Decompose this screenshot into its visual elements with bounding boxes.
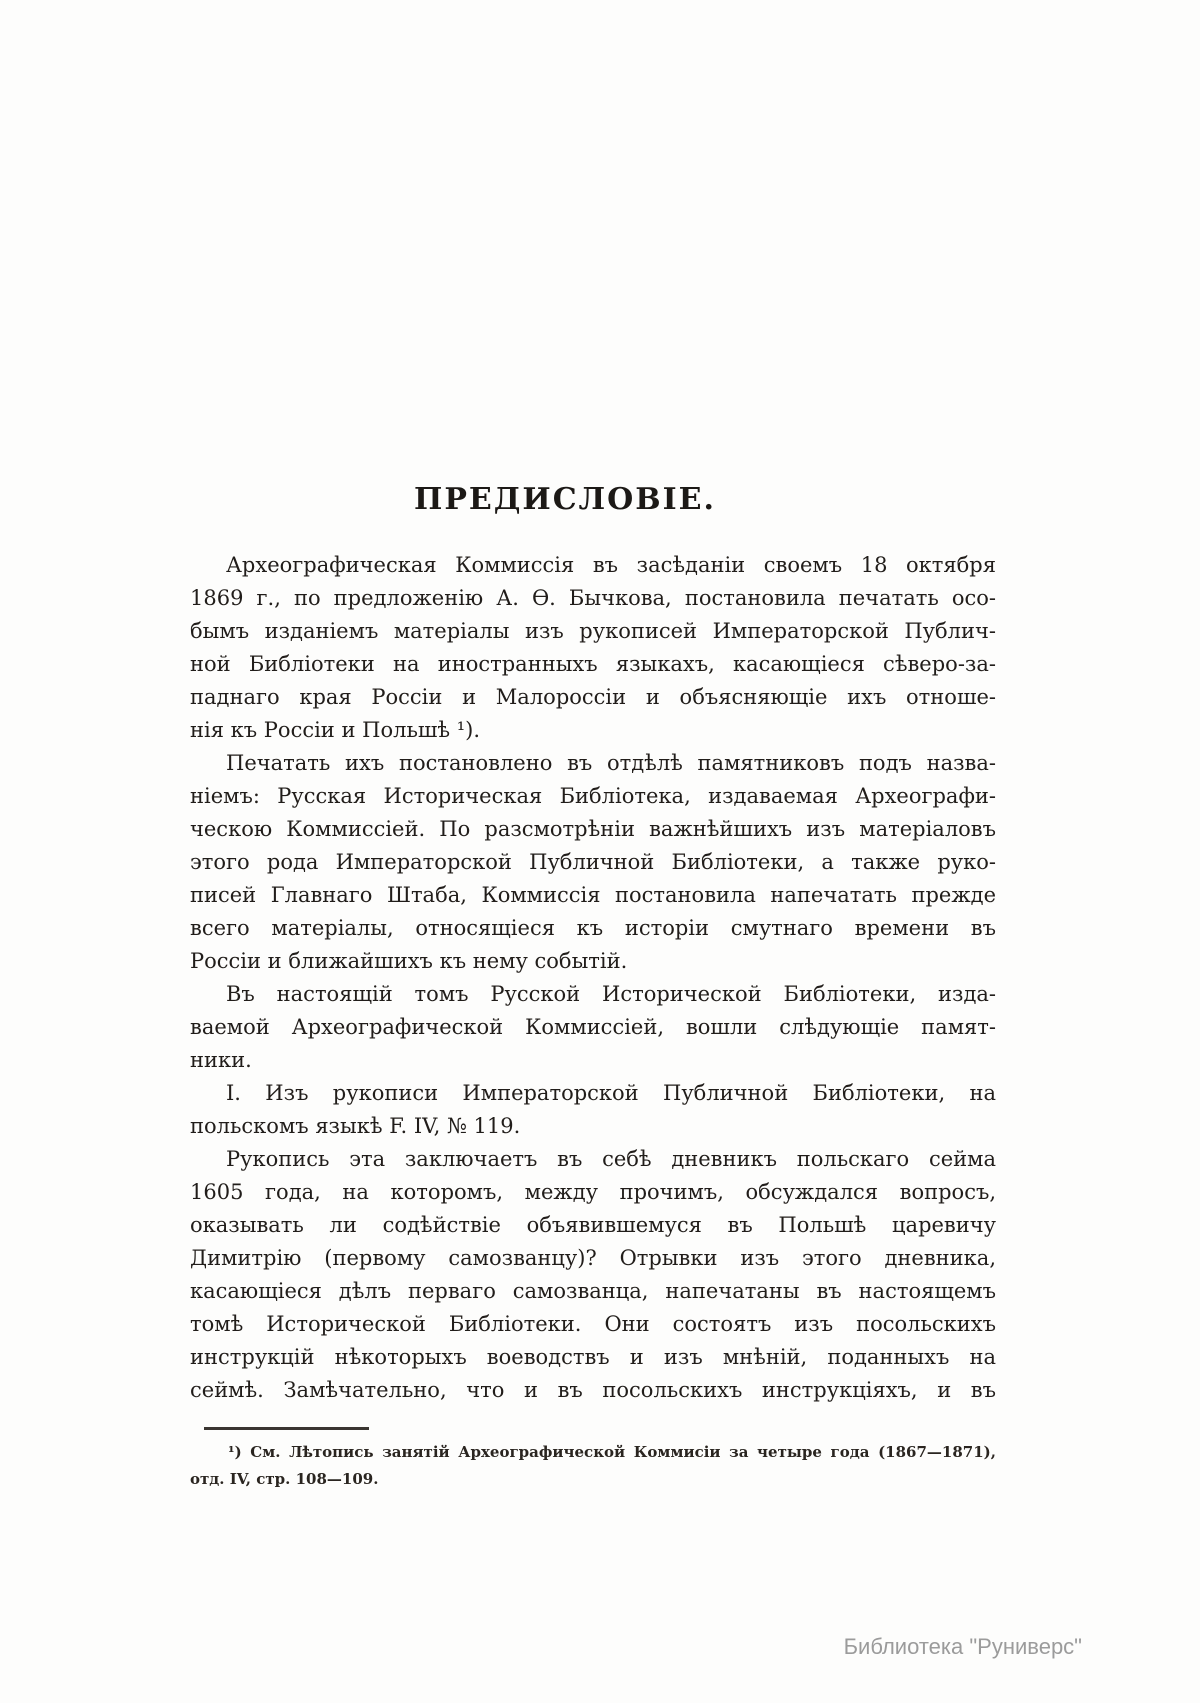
page-title: ПРЕДИСЛОВІЕ.	[413, 482, 716, 517]
text-line: Россіи и ближайшихъ къ нему событій.	[190, 949, 628, 973]
text-line: Археографическая Коммиссія въ засѣданіи своемъ 18 октября	[226, 553, 996, 577]
text-line: 1869 г., по предложенію А. Ѳ. Бычкова, постановила печатать осо-	[190, 586, 996, 610]
text-line: ческою Коммиссіей. По разсмотрѣніи важнѣйшихъ изъ матеріаловъ	[190, 817, 996, 841]
body-text	[190, 549, 996, 1407]
text-line: 1605 года, на которомъ, между прочимъ, обсуждался вопросъ,	[190, 1180, 996, 1204]
text-line: Рукопись эта заключаетъ въ себѣ дневникъ польскаго сейма	[226, 1147, 996, 1171]
text-line: инструкцій нѣкоторыхъ воеводствъ и изъ мнѣній, поданныхъ на	[190, 1345, 996, 1369]
text-line: всего матеріалы, относящіеся къ исторіи смутнаго времени въ	[190, 916, 996, 940]
text-line: томѣ Исторической Библіотеки. Они состоятъ изъ посольскихъ	[190, 1312, 996, 1336]
text-line: ваемой Археографической Коммиссіей, вошли слѣдующіе памят-	[190, 1015, 996, 1039]
text-line: Димитрію (первому самозванцу)? Отрывки изъ этого дневника,	[190, 1246, 996, 1270]
text-line: ники.	[190, 1048, 252, 1072]
text-line: I. Изъ рукописи Императорской Публичной Библіотеки, на	[226, 1081, 996, 1105]
text-line: писей Главнаго Штаба, Коммиссія постановила напечатать прежде	[190, 883, 996, 907]
text-line: паднаго края Россіи и Малороссіи и объясняющіе ихъ отноше-	[190, 685, 996, 709]
footnote	[190, 1427, 996, 1493]
text-line: польскомъ языкѣ F. IV, № 119.	[190, 1114, 521, 1138]
text-line: касающіеся дѣлъ перваго самозванца, напечатаны въ настоящемъ	[190, 1279, 996, 1303]
footnote-line: ¹) См. Лѣтопись занятій Археографической Коммисіи за четыре года (1867—1871),	[228, 1443, 996, 1461]
text-line: ніемъ: Русская Историческая Библіотека, издаваемая Археографи-	[190, 784, 996, 808]
text-line: этого рода Императорской Публичной Библіотеки, а также руко-	[190, 850, 996, 874]
watermark-runivers: Библиотека "Руниверс"	[843, 1634, 1082, 1659]
text-line: ной Библіотеки на иностранныхъ языкахъ, касающіеся сѣверо-за-	[190, 652, 996, 676]
text-line: нія къ Россіи и Польшѣ ¹).	[190, 718, 481, 742]
text-line: оказывать ли содѣйствіе объявившемуся въ Польшѣ царевичу	[190, 1213, 996, 1237]
text-line: Печатать ихъ постановлено въ отдѣлѣ памятниковъ подъ назва-	[226, 751, 996, 775]
footnote-divider	[204, 1427, 369, 1430]
text-line: Въ настоящій томъ Русской Исторической Библіотеки, изда-	[226, 982, 996, 1006]
text-line: сеймѣ. Замѣчательно, что и въ посольскихъ инструкціяхъ, и въ	[190, 1378, 996, 1402]
footnote-line: отд. IV, стр. 108—109.	[190, 1470, 379, 1488]
text-line: бымъ изданіемъ матеріалы изъ рукописей Императорской Публич-	[190, 619, 996, 643]
